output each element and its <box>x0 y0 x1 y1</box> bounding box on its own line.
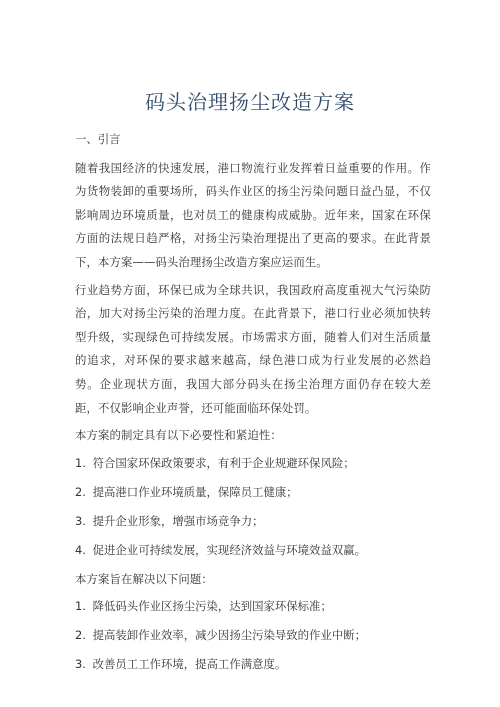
list-item-text: 降低码头作业区扬尘污染，达到国家环保标准； <box>92 599 332 614</box>
paragraph-trends: 行业趋势方面，环保已成为全球共识，我国政府高度重视大气污染防治，加大对扬尘污染的治理力度。在此背景下，港口行业必须加快转型升级，实现绿色可持续发展。市场需求方面，随着人们对生活质量的追求，对环保的要求越来越高，绿色港口成为行业发展的必然趋势。企业现状方面，我国大部分码头在扬尘治理方面仍存在较大差距，不仅影响企业声誉，还可能面临环保处罚。 <box>75 282 431 415</box>
document-body <box>75 128 431 682</box>
problems-intro: 本方案旨在解决以下问题： <box>75 571 213 586</box>
list-item <box>75 624 431 646</box>
paragraph-background: 随着我国经济的快速发展，港口物流行业发挥着日益重要的作用。作为货物装卸的重要场所，码头作业区的扬尘污染问题日益凸显，不仅影响周边环境质量，也对员工的健康构成威胁。近年来，国家在环保方面的法规日趋严格，对扬尘污染治理提出了更高的要求。在此背景下，本方案——码头治理扬尘改造方案应运而生。 <box>75 160 431 269</box>
list-item-text: 提高装卸作业效率，减少因扬尘污染导致的作业中断； <box>92 628 367 643</box>
list-item <box>75 653 431 675</box>
list-item <box>75 595 431 617</box>
necessity-intro: 本方案的制定具有以下必要性和紧迫性： <box>75 428 282 443</box>
list-item <box>75 452 431 474</box>
list-item-text: 促进企业可持续发展，实现经济效益与环境效益双赢。 <box>92 542 367 557</box>
list-item <box>75 539 431 561</box>
list-item <box>75 481 431 503</box>
document-title: 码头治理扬尘改造方案 <box>145 90 355 114</box>
list-item-number: 2. <box>75 484 86 499</box>
list-item-text: 提高港口作业环境质量，保障员工健康； <box>92 484 298 499</box>
list-item-number: 2. <box>75 628 86 643</box>
list-item-number: 3. <box>75 513 86 528</box>
list-item-text: 符合国家环保政策要求，有利于企业规避环保风险； <box>92 455 355 470</box>
section-heading-introduction: 一、引言 <box>75 132 121 146</box>
list-item-text: 提升企业形象，增强市场竞争力； <box>92 513 264 528</box>
list-item-number: 1. <box>75 599 86 614</box>
list-item-text: 改善员工工作环境，提高工作满意度。 <box>92 657 287 672</box>
list-item-number: 3. <box>75 657 86 672</box>
list-item <box>75 510 431 532</box>
list-item-number: 1. <box>75 455 86 470</box>
list-item-number: 4. <box>75 542 86 557</box>
